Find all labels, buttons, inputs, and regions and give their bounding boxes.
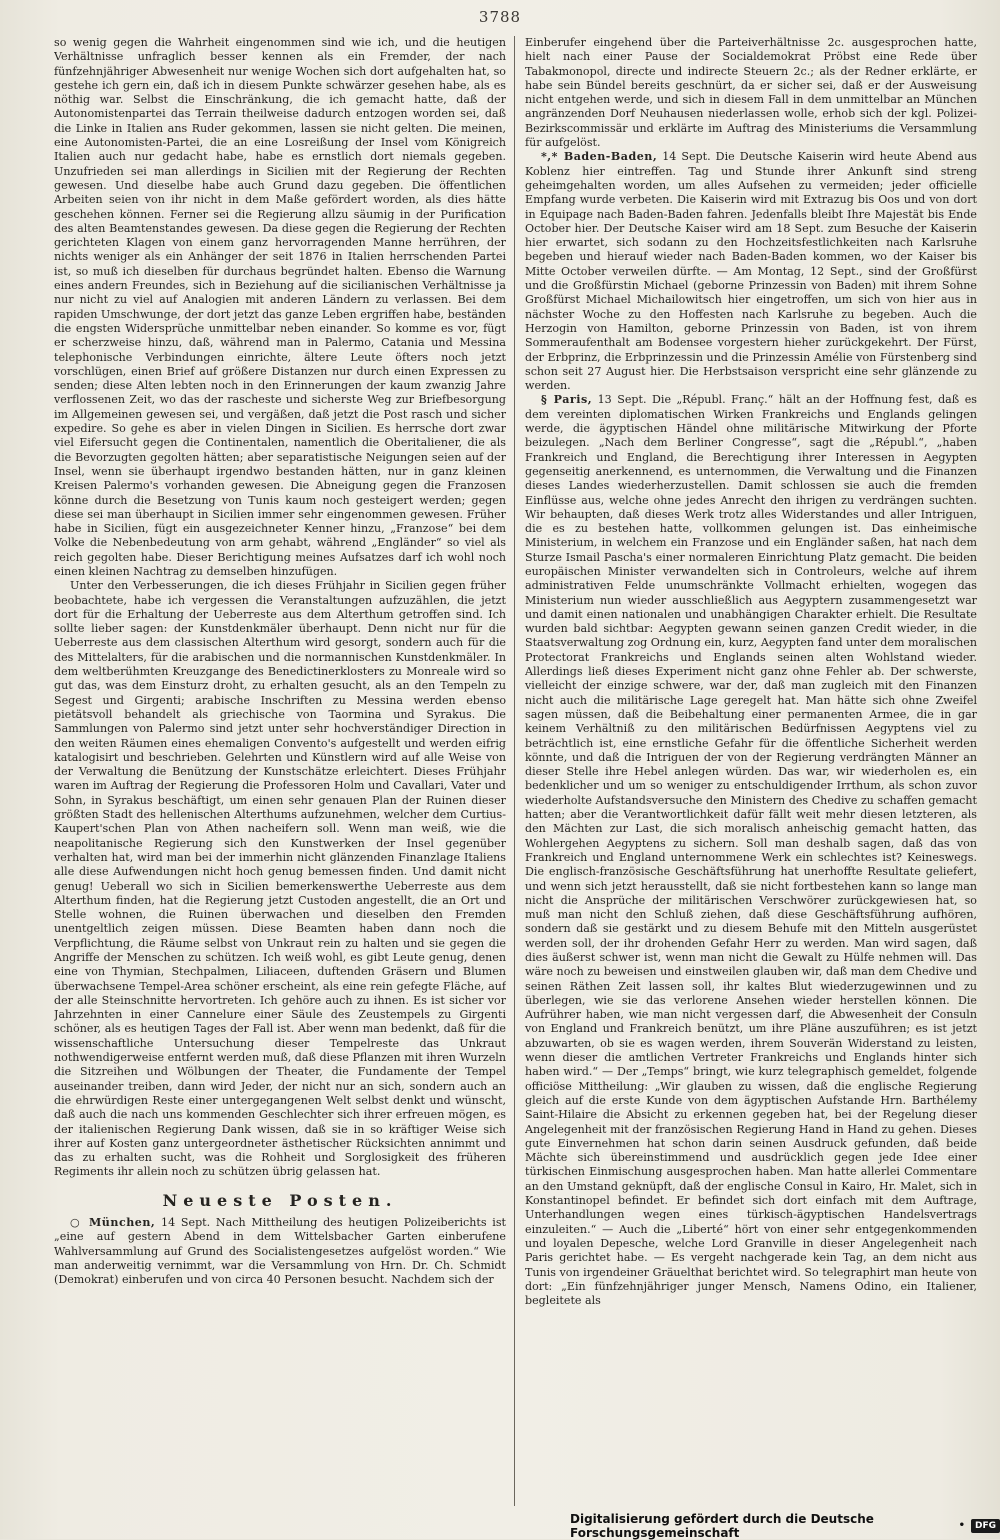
digitization-footer (570, 1512, 1000, 1539)
munich-text: 14 Sept. Nach Mittheilung des heutigen Polizeiberichts ist „eine auf gestern Abend in dem Wittelsbacher Garten einberufene Wahlversammlung auf Grund des Socialistengesetzes aufgelöst worden.“ Wie man anderweitig vernimmt, war die Versammlung von Hrn. Dr. Ch. Schmidt (Demokrat) einberufen und von circa 40 Personen besucht. Nachdem sich der (54, 1216, 506, 1287)
left-column (54, 36, 506, 1516)
right-intro: Einberufer eingehend über die Parteiverhältnisse 2c. ausgesprochen hatte, hielt nach einer Pause der Socialdemokrat Pröbst eine Rede über Tabakmonopol, directe und indirecte Steuern 2c.; als der Redner erklärte, er habe sein Bündel bereits geschnürt, da er sicher sei, daß er der Ausweisung nicht entgehen werde, und sich in diesem Fall in dem unmittelbar an München angränzenden Dorf Neuhausen niederlassen wolle, erhob sich der kgl. Polizei-Bezirkscommissär und erklärte im Auftrag des Ministeriums die Versammlung für aufgelöst. (525, 36, 977, 150)
baden-article (525, 150, 977, 393)
column-divider (514, 36, 515, 1506)
paris-text: 13 Sept. Die „Républ. Franç.“ hält an der Hoffnung fest, daß es dem vereinten diplomatischen Wirken Frankreichs und Englands gelingen werde, die ägyptischen Händel ohne militärische Mitwirkung der Pforte beizulegen. „Nach dem Berliner Congresse“, sagt die „Républ.“, „haben Frankreich und England, die Berechtigung ihrer Interessen in Aegypten gegenseitig anerkennend, es unternommen, die Verwaltung und die Finanzen dieses Landes wiederherzustellen. Damit schlossen sie auch die fremden Einflüsse aus, welche ohne jedes Anrecht den ihrigen zu verdrängen suchten. Wir behaupten, daß dieses Werk trotz alles Widerstandes und aller Intriguen, die es zu bestehen hatte, vollkommen gelungen ist. Das einheimische Ministerium, in welchem ein Franzose und ein Engländer saßen, hat nach dem Sturze Ismail Pascha's einer normaleren Einrichtung Platz gemacht. Die beiden europäischen Minister verwandelten sich in Controleurs, welche auf ihrem administrativen Felde unumschränkte Vollmacht erhielten, wogegen das Ministerium nun wieder ausschließlich aus Aegyptern zusammengesetzt war und damit einen nationalen und unabhängigen Charakter erhielt. Die Resultate wurden bald sichtbar: Aegypten gewann seinen ganzen Credit wieder, in die Staatsverwaltung zog Ordnung ein, kurz, Aegypten fand unter dem moralischen Protectorat Frankreichs und Englands seinen alten Wohlstand wieder. Allerdings ließ dieses Experiment nicht ganz ohne Fehler ab. Der schwerste, vielleicht der einzige schwere, war der, daß man zugleich mit den Finanzen nicht auch die militärische Lage geregelt hat. Man hätte sich ohne Zweifel sagen müssen, daß die Beibehaltung einer permanenten Armee, die in gar keinem Verhältniß zu den militärischen Bedürfnissen Aegyptens viel zu beträchtlich ist, eine ernstliche Gefahr für die öffentliche Sicherheit werden könnte, und daß die Intriguen der von der Regierung verdrängten Männer an dieser Stelle ihre Hebel anlegen würden. Das war, wir wiederholen es, ein bedenklicher und um so weniger zu entschuldigender Irrthum, als schon zuvor wiederholte Aufstandsversuche den Ministern des Chedive zu schaffen gemacht hatten; aber die Verantwortlichkeit dafür fällt weit mehr diesen letzteren, als den Mächten zur Last, die sich moralisch anheischig gemacht hatten, das Wohlergehen Aegyptens zu sichern. Soll man deshalb sagen, daß das von Frankreich und England unternommene Werk ein schlechtes ist? Keineswegs. Die englisch-französische Geschäftsführung hat unerhoffte Resultate geliefert, und wenn sich jetzt herausstellt, daß sie nicht fortbestehen kann so lange man nicht die Ansprüche der militärischen Verschwörer zurückgewiesen hat, so muß man nicht den Schluß ziehen, daß diese Geschäftsführung aufhören, sondern daß sie gestärkt und zu diesem Behufe mit den Mitteln ausgerüstet werden soll, der ihr drohenden Gefahr Herr zu werden. Man wird sagen, daß dies äußerst schwer ist, wenn man nicht die Gewalt zu Hülfe nehmen will. Das wäre noch zu beweisen und einstweilen glauben wir, daß man dem Chedive und seinen Räthen Zeit lassen soll, ihr kaltes Blut wiederzugewinnen und zu überlegen, wie sie das verlorene Ansehen wieder herstellen können. Die Aufrührer haben, wie man nicht vergessen darf, die Abwesenheit der Consuln von England und Frankreich benützt, um ihre Pläne auszuführen; es ist jetzt abzuwarten, ob sie es wagen werden, ihrem Souverän Widerstand zu leisten, wenn dieser die amtlichen Vertreter Frankreichs und Englands hinter sich haben wird.“ — Der „Temps“ bringt, wie kurz telegraphisch gemeldet, folgende officiöse Mittheilung: „Wir glauben zu wissen, daß die englische Regierung gleich auf die erste Kunde von dem ägyptischen Aufstande Hrn. Barthélemy Saint-Hilaire die Absicht zu erkennen gegeben hat, bei der Regelung dieser Angelegenheit mit der französischen Regierung Hand in Hand zu gehen. Dieses gute Einvernehmen hat schon darin seinen Ausdruck gefunden, daß beide Mächte sich übereinstimmend und ausdrücklich gegen jede Idee einer türkischen Einmischung ausgesprochen haben. Man hatte allerlei Commentare an den Umstand geknüpft, daß der englische Consul in Kairo, Hr. Malet, sich in Konstantinopel befindet. Er befindet sich dort einfach mit dem Auftrage, Unterhandlungen wegen eines türkisch-ägyptischen Handelsvertrags einzuleiten.“ — Auch die „Liberté“ hört von einer sehr entgegenkommenden und loyalen Depesche, welche Lord Granville in dieser Angelegenheit nach Paris gerichtet habe. — Es vergeht nachgerade kein Tag, an dem nicht aus Tunis von irgendeiner Gräuelthat berichtet wird. So telegraphirt man heute von dort: „Ein fünfzehnjähriger junger Mensch, Namens Odino, ein Italiener, begleitete als (525, 393, 977, 1308)
page-number: 3788 (478, 8, 522, 26)
right-column (525, 36, 977, 1486)
dfg-logo-icon: DFG (971, 1519, 1000, 1533)
left-paragraph-2: Unter den Verbesserungen, die ich dieses Frühjahr in Sicilien gegen früher beobachtete, habe ich vergessen die Veranstaltungen aufzuzählen, die jetzt dort für die Erhaltung der Ueberreste aus dem Alterthum getroffen sind. Ich sollte lieber sagen: der Kunstdenkmäler überhaupt. Denn nicht nur für die Ueberreste aus dem classischen Alterthum wird gesorgt, sondern auch für die des Mittelalters, für die arabischen und die normannischen Kunstdenkmäler. In dem weltberühmten Kreuzgange des Benedictinerklosters zu Monreale wird so gut das, was dem Einsturz droht, zu erhalten gesucht, als an den Tempeln zu Segest und Girgenti; arabische Inschriften zu Messina werden ebenso pietätsvoll behandelt als griechische von Taormina und Syrakus. Die Sammlungen von Palermo sind jetzt unter sehr hochverständiger Direction in den weiten Räumen eines ehemaligen Convento's aufgestellt und werden eifrig katalogisirt und beschrieben. Gelehrten und Künstlern wird auf alle Weise von der Verwaltung die Benützung der Kunstschätze erleichtert. Dieses Frühjahr waren im Auftrag der Regierung die Professoren Holm und Cavallari, Vater und Sohn, in Syrakus beschäftigt, um einen sehr genauen Plan der Ruinen dieser größten Stadt des hellenischen Alterthums aufzunehmen, welcher dem Curtius-Kaupert'schen Plan von Athen nacheifern soll. Wenn man weiß, wie die neapolitanische Regierung sich den Kunstwerken der Insel gegenüber verhalten hat, wird man bei der immerhin nicht glänzenden Finanzlage Italiens alle diese Aufwendungen nicht hoch genug bemessen finden. Und damit nicht genug! Ueberall wo sich in Sicilien bemerkenswerthe Ueberreste aus dem Alterthum finden, hat die Regierung jetzt Custoden angestellt, die an Ort und Stelle wohnen, die Ruinen überwachen und dieselben den Fremden unentgeltlich zeigen müssen. Diese Beamten haben dann noch die Verpflichtung, die Räume selbst von Unkraut rein zu halten und sie gegen die Angriffe der Menschen zu schützen. Ich weiß wohl, es gibt Leute genug, denen eine von Thymian, Stechpalmen, Liliaceen, duftenden Gräsern und Blumen überwachsene Tempel-Area schöner erscheint, als eine rein gefegte Fläche, auf der alle Steinschnitte hervortreten. Ich gehöre auch zu ihnen. Es ist sicher vor Jahrzehnten in einer Cannelure einer Säule des Zeustempels zu Girgenti schöner, als es heutigen Tages der Fall ist. Aber wenn man bedenkt, daß für die wissenschaftliche Untersuchung dieser Tempelreste das Unkraut nothwendigerweise entfernt werden muß, daß diese Pflanzen mit ihren Wurzeln die Sitzreihen und Wölbungen der Theater, die Fundamente der Tempel auseinander treiben, dann wird Jeder, der nicht nur an sich, sondern auch an die ehrwürdigen Reste einer untergegangenen Welt selbst denkt und wünscht, daß auch die nach uns kommenden Geschlechter sich ihrer erfreuen mögen, es der italienischen Regierung Dank wissen, daß sie in so kräftiger Weise sich ihrer auf Kosten ganz untergeordneter ästhetischer Rücksichten annimmt und das zu erhalten sucht, was die Rohheit und Sorglosigkeit des früheren Regiments ihr allein noch zu schützen übrig gelassen hat. (54, 579, 506, 1179)
footer-text: Digitalisierung gefördert durch die Deutsche Forschungsgemeinschaft (570, 1511, 874, 1540)
section-heading-neueste-posten: Neueste Posten. (162, 1190, 398, 1210)
munich-article (54, 1216, 506, 1287)
paris-article (525, 393, 977, 1308)
left-paragraph-1: so wenig gegen die Wahrheit eingenommen sind wie ich, und die heutigen Verhältnisse unfraglich besser kennen als ein Fremder, der nach fünfzehnjähriger Abwesenheit nur wenige Wochen sich dort aufgehalten hat, so gestehe ich gern ein, daß ich in diesem Punkte schwärzer gesehen habe, als es nöthig war. Selbst die Einschränkung, die ich gemacht hatte, daß der Autonomistenpartei das Terrain theilweise dadurch entzogen worden sei, daß die Linke in Italien ans Ruder gekommen, lassen sie nicht gelten. Die meinen, eine Autonomisten-Partei, die an eine Losreißung der Insel vom Königreich Italien auch nur gedacht habe, habe es ernstlich dort niemals gegeben. Unzufrieden sei man allerdings in Sicilien mit der Regierung der Rechten gewesen. Und dieselbe habe auch Grund dazu gegeben. Die öffentlichen Arbeiten seien von ihr nicht in dem Maße gefördert worden, als dies hätte geschehen können. Ferner sei die Regierung allzu säumig in der Purification des alten Beamtenstandes gewesen. Da diese gegen die Regierung der Rechten gerichteten Klagen von einem ganz hervorragenden Manne herrühren, der nichts weniger als ein Anhänger der seit 1876 in Italien herrschenden Partei ist, so muß ich dieselben für durchaus begründet halten. Ebenso die Warnung eines andern Freundes, sich in Beziehung auf die sicilianischen Verhältnisse ja nur nicht zu viel auf Analogien mit anderen Ländern zu verlassen. Bei dem rapiden Umschwunge, der dort jetzt das ganze Leben ergriffen habe, beständen die engsten Widersprüche unmittelbar neben einander. So komme es vor, fügt er scherzweise hinzu, daß, während man in Palermo, Catania und Messina telephonische Verbindungen einrichte, ältere Leute öfters noch jetzt vorschlügen, einen Brief auf größere Distanzen nur durch einen Expressen zu senden; diese Alten lebten noch in den Erinnerungen der kaum zwanzig Jahre verflossenen Zeit, wo das der rascheste und sicherste Weg zur Briefbesorgung im Allgemeinen gewesen sei, und vergäßen, daß jetzt die Post rasch und sicher expedire. So gehe es aber in vielen Dingen in Sicilien. Es herrsche dort zwar viel Eifersucht gegen die Continentalen, namentlich die Oberitaliener, die als die Bevorzugten gegolten hätten; aber separatistische Neigungen seien auf der Insel, wenn sie überhaupt irgendwo bestanden hätten, nur in ganz kleinen Kreisen Palermo's vorhanden gewesen. Die Abneigung gegen die Franzosen könne durch die Besetzung von Tunis kaum noch gesteigert werden; gegen diese sei man überhaupt in Sicilien immer sehr eingenommen gewesen. Früher habe in Sicilien, fügt ein ausgezeichneter Kenner hinzu, „Franzose“ bei dem Volke die Nebenbedeutung von arm gehabt, während „Engländer“ so viel als reich gegolten habe. Dieser Berichtigung meines Aufsatzes darf ich wohl noch einen kleinen Nachtrag zu demselben hinzufügen. (54, 36, 506, 578)
baden-text: 14 Sept. Die Deutsche Kaiserin wird heute Abend aus Koblenz hier eintreffen. Tag und Stunde ihrer Ankunft sind streng geheimgehalten worden, um alles Aufsehen zu vermeiden; jeder officielle Empfang wurde verbeten. Die Kaiserin wird mit Extrazug bis Oos und von dort in Equipage nach Baden-Baden fahren. Jedenfalls bleibt Ihre Majestät bis Ende October hier. Der Deutsche Kaiser wird am 18 Sept. zum Besuche der Kaiserin hier erwartet, sich sodann zu den Hochzeitsfestlichkeiten nach Karlsruhe begeben und hierauf wieder nach Baden-Baden kommen, wo der Kaiser bis Mitte October verweilen dürfte. — Am Montag, 12 Sept., sind der Großfürst und die Großfürstin Michael (geborne Prinzessin von Baden) mit ihrem Sohne Großfürst Michael Michailowitsch hier eingetroffen, um sich von hier aus in nächster Woche zu den Hoffesten nach Karlsruhe zu begeben. Auch die Herzogin von Hamilton, geborne Prinzessin von Baden, ist von ihrem Sommeraufenthalt am Bodensee vorgestern hieher zurückgekehrt. Der Fürst, der Erbprinz, die Erbprinzessin und die Prinzessin Amélie von Fürstenberg sind schon seit 27 August hier. Die Herbstsaison verspricht eine sehr glänzende zu werden. (525, 150, 977, 393)
munich-dateline: ○ München, (70, 1216, 156, 1230)
paris-dateline: § Paris, (541, 393, 593, 407)
footer-separator: • (958, 1520, 965, 1531)
baden-dateline: *,* Baden-Baden, (541, 150, 658, 164)
